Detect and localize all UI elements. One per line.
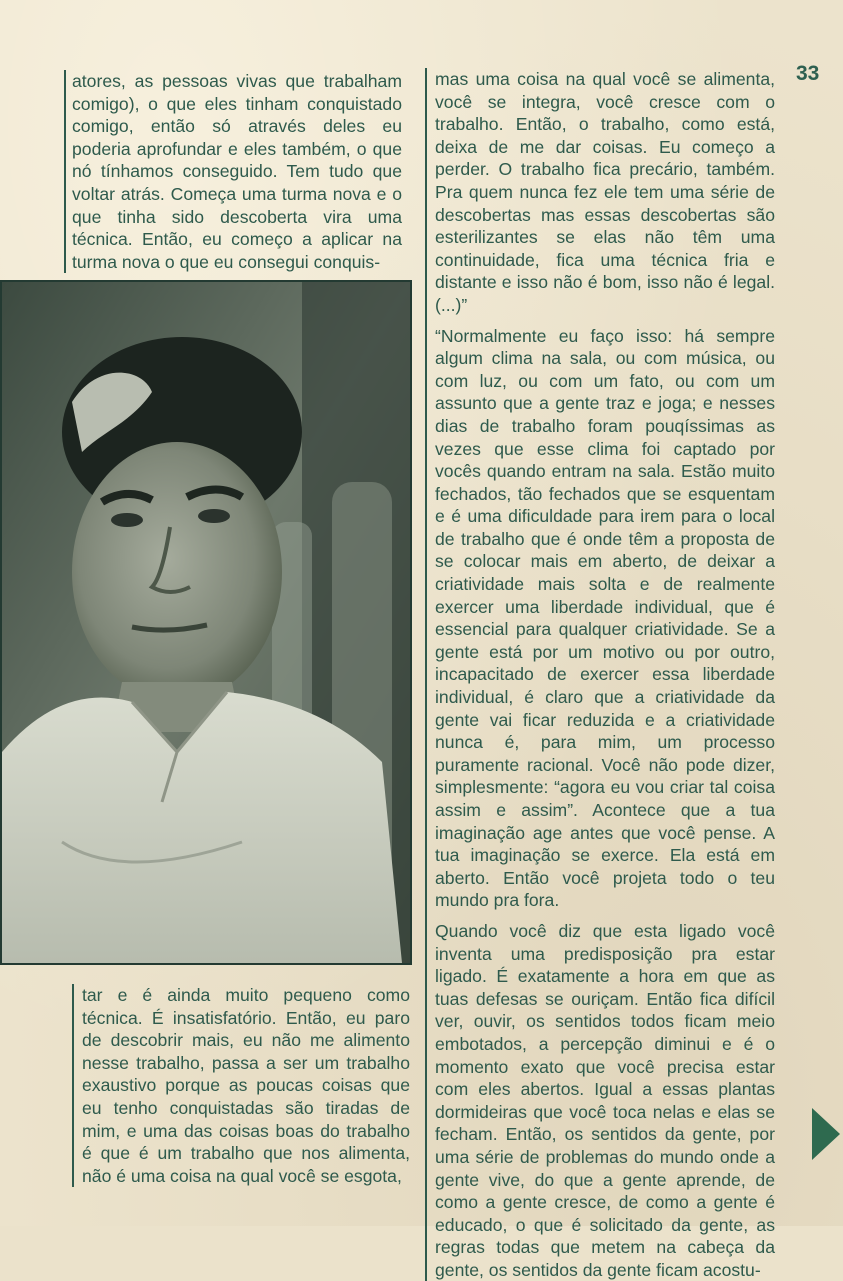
portrait-photo (0, 280, 412, 965)
column-left-top (64, 70, 402, 273)
page-number: 33 (796, 62, 820, 85)
column-left-bottom (72, 984, 410, 1187)
paragraph: mas uma coisa na qual você se alimenta, você se integra, você cresce com o trabalho. Então, o trabalho, como está, deixa de me dar coisas. Eu começo a perder. O trabalho fica precário, também. Pra quem nunca fez ele tem uma série de descobertas mas essas descobertas são esterilizantes se elas não têm uma continuidade, fica uma técnica fria e distante e isso não é bom, isso não é legal. (...)” (435, 69, 775, 315)
continue-arrow-icon (812, 1108, 840, 1160)
column-right (425, 68, 775, 1281)
paragraph: “Normalmente eu faço isso: há sempre algum clima na sala, ou com música, ou com luz, ou com um fato, ou com um assunto que a gente traz e joga; e nesses dias de trabalho foram pouqíssimas as vezes que esse clima foi captado por vocês quando entram na sala. Estão muito fechados, tão fechados que se esquentam e é uma dificuldade para irem para o local de trabalho que é onde têm a proposta de se colocar mais em aberto, de deixar a criatividade mais solta e de realmente exercer uma liberdade individual, que é essencial para qualquer criatividade. Se a gente está por um motivo ou por outro, incapacitado de exercer essa liberdade individual, é claro que a criatividade da gente vai ficar reduzida e a criatividade nunca é, para mim, um processo puramente racional. Você não pode dizer, simplesmente: “agora eu vou criar tal coisa assim e assim”. Acontece que a tua imaginação age antes que você pense. A tua imaginação se exerce. Ela está em aberto. Então você projeta todo o teu mundo pra fora. (435, 325, 775, 911)
paragraph: atores, as pessoas vivas que trabalham comigo), o que eles tinham conquistado comigo, então só através deles eu poderia aprofundar e eles também, o que nó tínhamos conseguido. Tem tudo que voltar atrás. Começa uma turma nova e o que tinha sido descoberta vira uma técnica. Então, eu começo a aplicar na turma nova o que eu consegui conquis- (72, 71, 402, 272)
paragraph: tar e é ainda muito pequeno como técnica. É insatisfatório. Então, eu paro de descobrir mais, eu não me alimento nesse trabalho, passa a ser um trabalho exaustivo porque as poucas coisas que eu tenho conquistadas são tiradas de mim, e uma das coisas boas do trabalho é que é um trabalho que nos alimenta, não é uma coisa na qual você se esgota, (82, 985, 410, 1186)
portrait-photo-graphic (2, 282, 410, 963)
paragraph: Quando você diz que esta ligado você inventa uma predisposição pra estar ligado. É exatamente a hora em que as tuas defesas se ouriçam. Então fica difícil ver, ouvir, os sentidos todos ficam meio embotados, a percepção diminui e é o momento exato que você precisa estar com eles abertos. Igual a essas plantas dormideiras que você toca nelas e elas se fecham. Então, os sentidos da gente, por uma série de problemas do mundo onde a gente vive, do que a gente aprende, de como a gente cresce, de como a gente é educado, o que é solicitado da gente, as regras todas que metem na cabeça da gente, os sentidos da gente ficam acostu- (435, 920, 775, 1280)
